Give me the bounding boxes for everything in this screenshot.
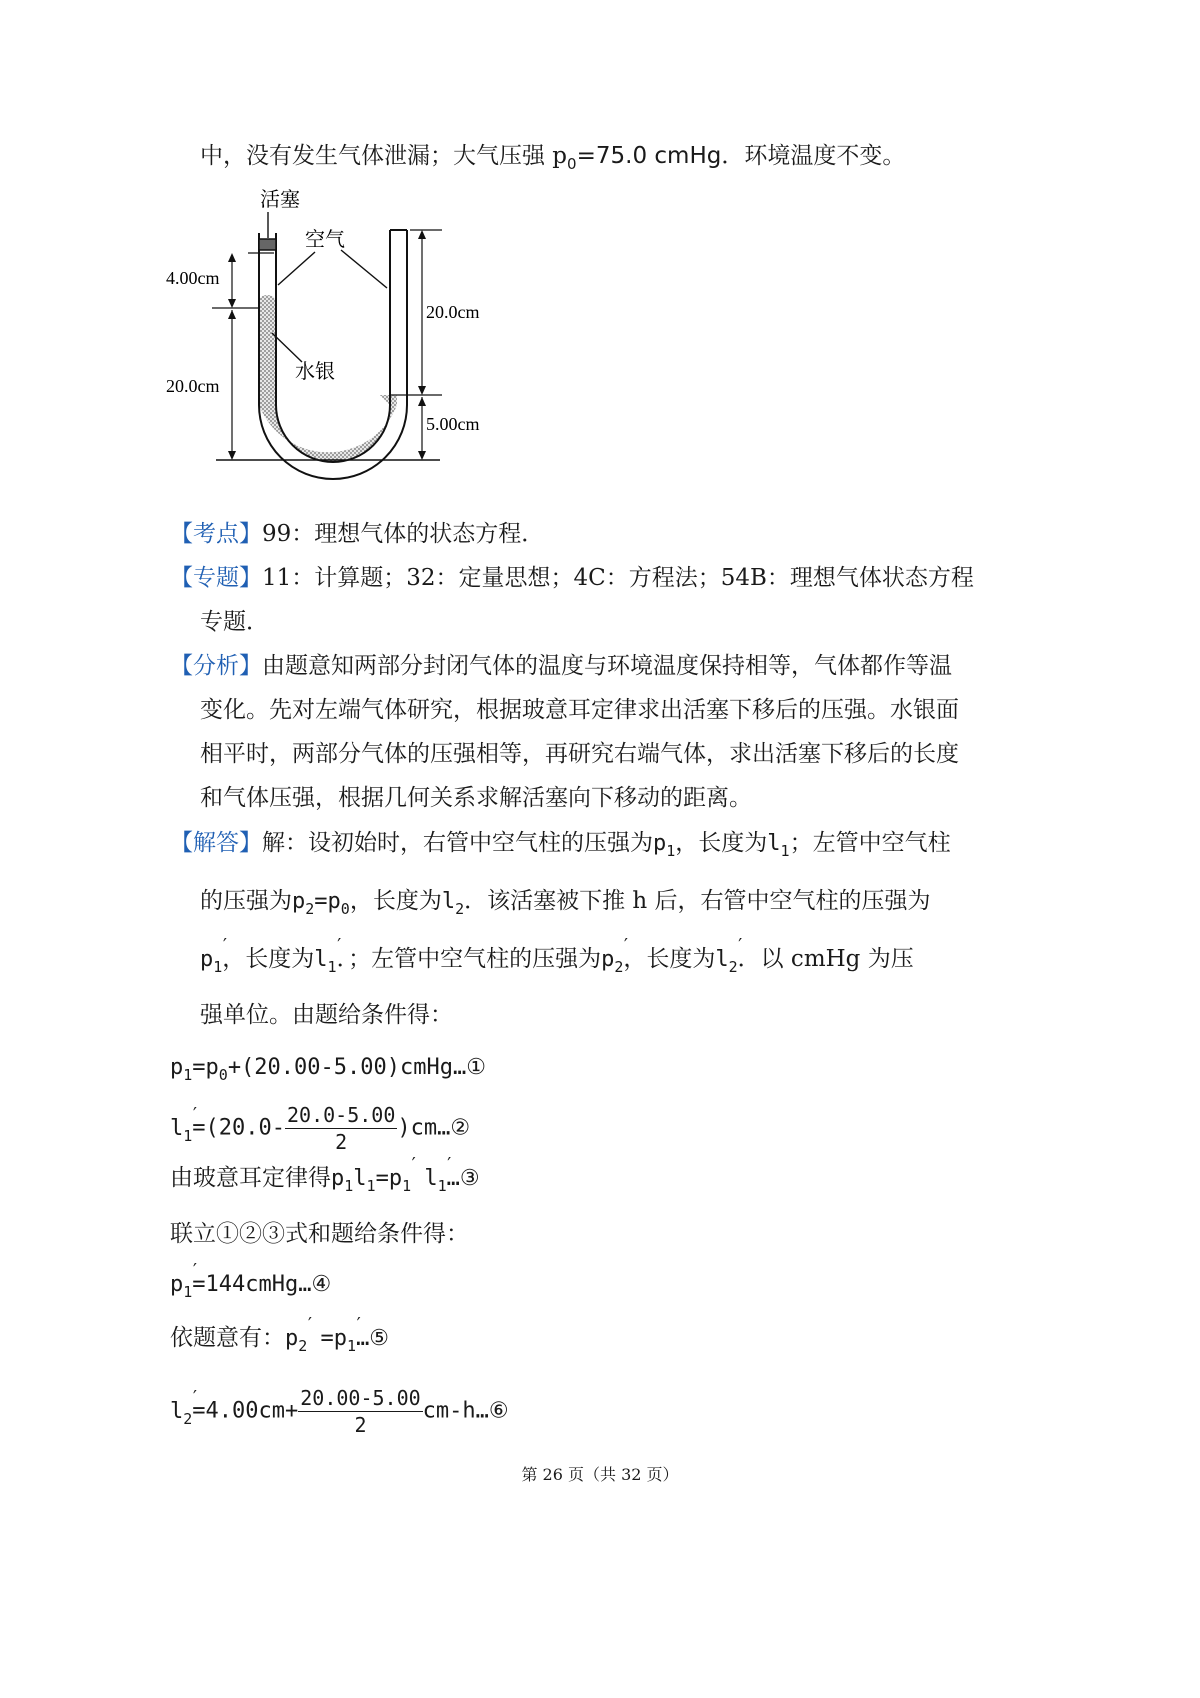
kaodian-tag: 【考点】 bbox=[170, 521, 262, 547]
jieda-line-3 bbox=[200, 944, 914, 975]
intro-line bbox=[200, 141, 905, 171]
symbol-p1-prime: $p_1$ ′ bbox=[200, 945, 222, 975]
symbol-l2-prime: $l_2$ ′ bbox=[715, 945, 737, 975]
jieda-text: 解：设初始时，右管中空气柱的压强为 bbox=[262, 830, 653, 856]
piston bbox=[259, 239, 276, 250]
jieda-text: ．；左管中空气柱的压强为 bbox=[336, 946, 602, 972]
jieda-text: 的压强为 bbox=[200, 888, 292, 914]
fenxi-text-1: 由题意知两部分封闭气体的温度与环境温度保持相等，气体都作等温 bbox=[262, 653, 952, 679]
intro-subscript: 0 bbox=[567, 155, 577, 173]
jieda-text: ，长度为 bbox=[349, 888, 442, 914]
kaodian-text: 99：理想气体的状态方程． bbox=[262, 521, 545, 547]
fenxi-line-1 bbox=[170, 651, 952, 681]
tube-outer-wall bbox=[259, 230, 407, 479]
symbol-p2-prime: $p_2$ ′ bbox=[601, 945, 623, 975]
jieda-text: ，长度为 bbox=[675, 830, 768, 856]
equation-1: $p_1=p_0+(20.00-5.00)cmHg\dots ①$ bbox=[170, 1055, 486, 1084]
symbol-l1-prime: $l_1$ ′ bbox=[314, 945, 336, 975]
intro-text-before: 中，没有发生气体泄漏；大气压强 p bbox=[200, 143, 568, 169]
page-footer: 第 26 页（共 32 页） bbox=[521, 1465, 679, 1484]
jieda-line-1 bbox=[170, 828, 951, 859]
equation-3: 由玻意耳定律得$p_1l_1=p_1$ ′ $l_1$ ′…③ bbox=[170, 1163, 480, 1194]
fenxi-line-2: 变化。先对左端气体研究，根据玻意耳定律求出活塞下移后的压强。水银面 bbox=[200, 697, 959, 723]
jieda-text: ，长度为 bbox=[222, 946, 315, 972]
fraction-e7: $\frac{20.00-5.00}{2}$ bbox=[300, 1386, 421, 1437]
dim-right-top: 20.0cm bbox=[426, 302, 480, 322]
dim-left-bottom: 20.0cm bbox=[166, 376, 220, 396]
jieda-tag: 【解答】 bbox=[170, 830, 262, 856]
jieda-line-2 bbox=[200, 886, 931, 917]
jieda-text: ．以 cmHg 为压 bbox=[737, 946, 914, 972]
jieda-text: ；左管中空气柱 bbox=[789, 830, 951, 856]
equation-2: $l_1$ ′=(20.0- $\frac{20.0-5.00}{2}$ )cm…② bbox=[170, 1102, 470, 1155]
zhuanti-text-1: 11：计算题；32：定量思想；4C：方程法；54B：理想气体状态方程 bbox=[262, 565, 974, 591]
zhuanti-tag: 【专题】 bbox=[170, 565, 262, 591]
zhuanti-line-2: 专题． bbox=[200, 609, 269, 635]
equation-6: $l_2$ ′=4.00cm+ $\frac{20.00-5.00}{2}$ cm-h…⑥ bbox=[170, 1385, 509, 1438]
piston-label: 活塞 bbox=[260, 189, 300, 211]
jieda-text: ．该活塞被下推 h 后，右管中空气柱的压强为 bbox=[464, 888, 931, 914]
equation-5: 依题意有：$p_2$ ′ $=p_1$ ′…⑤ bbox=[170, 1323, 389, 1354]
fraction-e2: $\frac{20.0-5.00}{2}$ bbox=[287, 1103, 396, 1154]
fenxi-tag: 【分析】 bbox=[170, 653, 262, 679]
jieda-text: ，长度为 bbox=[623, 946, 716, 972]
jieda-line-4: 强单位。由题给条件得： bbox=[200, 1002, 453, 1028]
dim-right-bottom: 5.00cm bbox=[426, 414, 480, 434]
symbol-l1: $l_1$ bbox=[767, 831, 790, 860]
equation-4-text: 联立①②③式和题给条件得： bbox=[170, 1221, 469, 1247]
intro-text-after: =75.0 cmHg．环境温度不变。 bbox=[576, 143, 906, 169]
fenxi-line-3: 相平时，两部分气体的压强相等，再研究右端气体，求出活塞下移后的长度 bbox=[200, 741, 959, 767]
air-label: 空气 bbox=[305, 229, 345, 251]
symbol-p2-eq-p0: $p_2=p_0$ bbox=[292, 889, 350, 918]
tube-inner-wall bbox=[276, 230, 390, 462]
kaodian-line bbox=[170, 519, 544, 549]
equation-4: $p_1$ ′=144cmHg…④ bbox=[170, 1270, 331, 1300]
dim-left-top: 4.00cm bbox=[166, 268, 220, 288]
zhuanti-line-1 bbox=[170, 563, 974, 593]
symbol-p1: $p_1$ bbox=[653, 831, 676, 860]
mercury-label: 水银 bbox=[295, 361, 335, 383]
symbol-l2: $l_2$ bbox=[441, 889, 465, 918]
u-tube-figure bbox=[150, 180, 510, 480]
fenxi-line-4: 和气体压强，根据几何关系求解活塞向下移动的距离。 bbox=[200, 785, 752, 811]
